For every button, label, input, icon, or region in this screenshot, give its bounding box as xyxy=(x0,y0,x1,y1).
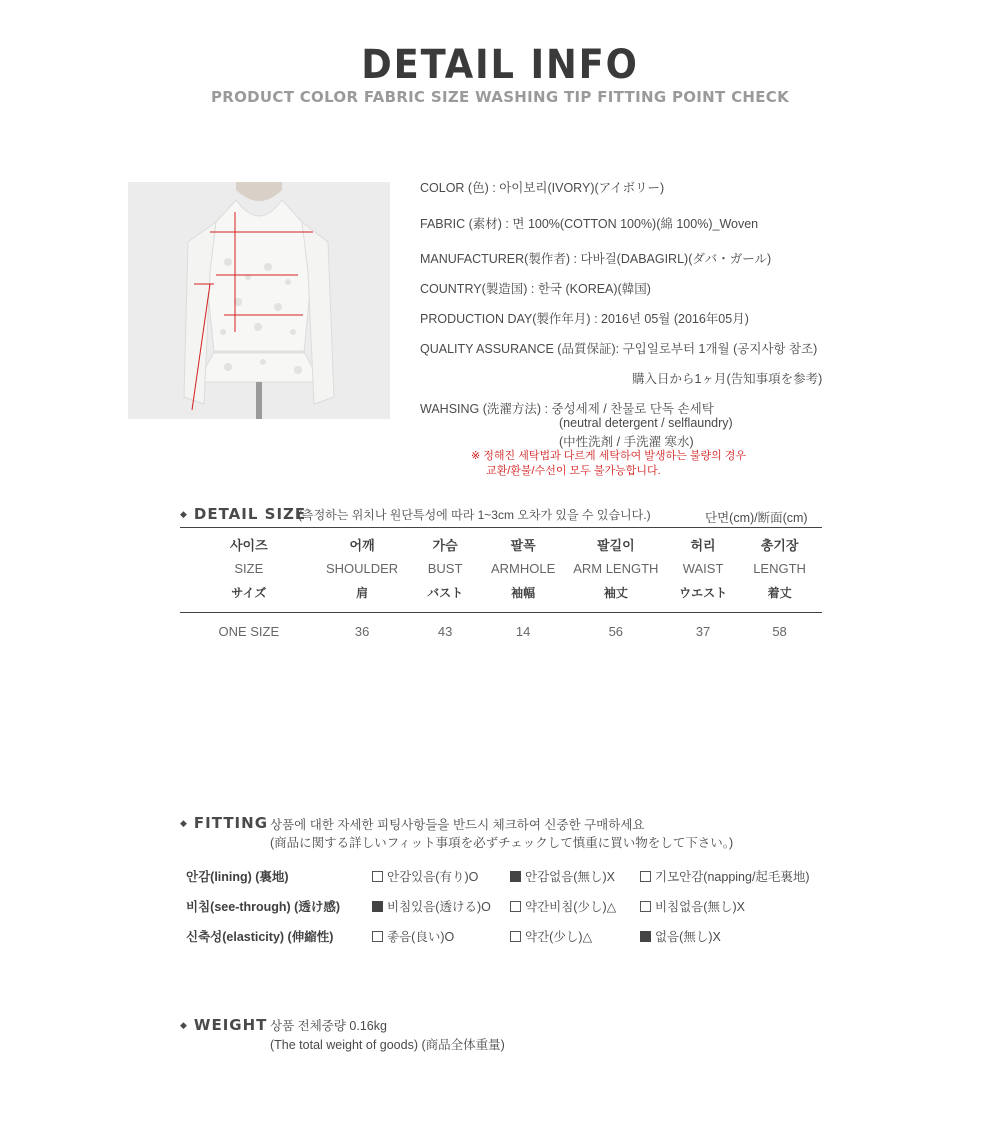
size-col-kr: 사이즈 xyxy=(229,537,268,553)
info-manufacturer-value: 다바걸(DABAGIRL)(ダバ・ガール) xyxy=(580,252,772,266)
warning-note-line2: 교환/환불/수선이 모두 불가능합니다. xyxy=(486,465,661,477)
fitting-desc-1: 상품에 대한 자세한 피팅사항들을 반드시 체크하여 신중한 구매하세요 xyxy=(270,818,645,832)
info-production xyxy=(420,309,749,327)
size-col-en: ARMHOLE xyxy=(490,560,556,576)
fitting-heading xyxy=(180,814,268,832)
fitting-option xyxy=(372,867,478,885)
size-col-kr: 팔폭 xyxy=(510,537,536,553)
size-table-header-jp xyxy=(180,580,822,604)
product-photo xyxy=(128,182,390,419)
checkbox-empty-icon xyxy=(510,901,521,912)
size-col-jp: 袖幅 xyxy=(511,585,536,600)
info-production-label: PRODUCTION DAY(製作年月) : xyxy=(420,312,598,326)
fitting-option-label: 기모안감(napping/起毛裏地) xyxy=(655,870,810,884)
info-quality-value-jp: 購入日から1ヶ月(告知事項を参考) xyxy=(632,372,823,386)
info-country-label: COUNTRY(製造国) : xyxy=(420,282,535,296)
checkbox-empty-icon xyxy=(372,931,383,942)
fitting-option-label: 좋음(良い)O xyxy=(387,930,455,944)
page-subtitle: PRODUCT COLOR FABRIC SIZE WASHING TIP FITTING POINT CHECK xyxy=(210,88,790,106)
size-cell: 36 xyxy=(354,623,370,639)
warning-note-line1: ※ 정해진 세탁법과 다르게 세탁하여 발생하는 불량의 경우 xyxy=(471,450,747,462)
detail-size-heading xyxy=(180,505,306,523)
fitting-option-label: 비침있음(透ける)O xyxy=(387,900,491,914)
fitting-row-label: 비침(see-through) (透け感) xyxy=(186,900,340,914)
size-col-jp: 肩 xyxy=(356,585,369,600)
size-col-kr: 총기장 xyxy=(760,537,799,553)
checkbox-filled-icon xyxy=(372,901,383,912)
checkbox-empty-icon xyxy=(640,901,651,912)
size-table-top-rule xyxy=(180,527,822,528)
checkbox-empty-icon xyxy=(510,931,521,942)
table-row xyxy=(180,619,822,643)
page-title: DETAIL INFO xyxy=(361,42,639,88)
fitting-option-label: 안감있음(有り)O xyxy=(387,870,479,884)
info-country xyxy=(420,279,651,297)
info-washing-line1: 중성세제 / 찬물로 단독 손세탁 xyxy=(551,402,714,416)
checkbox-empty-icon xyxy=(372,871,383,882)
fitting-heading-text: FITTING xyxy=(193,814,269,832)
size-col-en: SHOULDER xyxy=(325,560,399,576)
fitting-row-label: 안감(lining) (裏地) xyxy=(186,870,289,884)
size-col-en: SIZE xyxy=(234,560,264,576)
size-table xyxy=(180,532,822,643)
info-washing-line3: (中性洗剤 / 手洗濯 寒水) xyxy=(559,435,694,449)
fitting-option-label: 안감없음(無し)X xyxy=(525,870,615,884)
info-color-label: COLOR (色) : xyxy=(420,181,496,195)
size-col-jp: ウエスト xyxy=(679,585,728,600)
diamond-icon: ◆ xyxy=(180,510,188,520)
fitting-option-label: 약간비침(少し)△ xyxy=(525,900,617,914)
detail-size-unit: 단면(cm)/断面(cm) xyxy=(705,511,808,525)
size-col-jp: バスト xyxy=(427,585,464,600)
size-cell: 56 xyxy=(608,623,624,639)
size-table-header-en xyxy=(180,556,822,580)
size-col-jp: サイズ xyxy=(231,585,267,600)
size-col-en: LENGTH xyxy=(753,560,806,576)
size-cell: 37 xyxy=(695,623,711,639)
info-quality xyxy=(420,339,817,357)
info-color xyxy=(420,178,664,196)
weight-heading xyxy=(180,1016,267,1034)
info-production-value: 2016년 05월 (2016年05月) xyxy=(601,312,749,326)
info-color-value: 아이보리(IVORY)(アイボリー) xyxy=(499,181,665,195)
diamond-icon: ◆ xyxy=(180,819,188,829)
fitting-option-label: 비침없음(無し)X xyxy=(655,900,745,914)
weight-line-2: (The total weight of goods) (商品全体重量) xyxy=(270,1038,505,1052)
size-col-en: WAIST xyxy=(682,560,724,576)
checkbox-empty-icon xyxy=(640,871,651,882)
checkbox-filled-icon xyxy=(510,871,521,882)
size-col-kr: 어깨 xyxy=(349,537,375,553)
info-washing xyxy=(420,399,714,417)
size-table-divider-row xyxy=(180,604,822,613)
info-manufacturer xyxy=(420,249,771,267)
info-washing-line2: (neutral detergent / selflaundry) xyxy=(559,416,733,430)
size-cell: 14 xyxy=(515,623,531,639)
detail-size-note: (측정하는 위치나 원단특성에 따라 1~3cm 오차가 있을 수 있습니다.) xyxy=(298,508,651,522)
size-col-jp: 着丈 xyxy=(767,585,792,600)
fitting-option xyxy=(510,867,615,885)
size-col-kr: 허리 xyxy=(690,537,716,553)
info-fabric-value: 면 100%(COTTON 100%)(綿 100%)_Woven xyxy=(512,217,759,231)
fitting-option xyxy=(372,927,454,945)
size-table-header-kr xyxy=(180,532,822,556)
size-col-en: ARM LENGTH xyxy=(573,560,659,576)
size-col-en: BUST xyxy=(427,560,463,576)
size-cell: ONE SIZE xyxy=(218,623,280,639)
fitting-option xyxy=(372,897,491,915)
checkbox-filled-icon xyxy=(640,931,651,942)
info-quality-label: QUALITY ASSURANCE (品質保証): xyxy=(420,342,620,356)
weight-heading-text: WEIGHT xyxy=(193,1016,268,1034)
fitting-option xyxy=(640,927,721,945)
fitting-option xyxy=(640,897,745,915)
fitting-option xyxy=(510,897,616,915)
size-cell: 58 xyxy=(772,623,787,639)
fitting-option-label: 약간(少し)△ xyxy=(525,930,593,944)
fitting-option xyxy=(640,867,810,885)
detail-size-heading-text: DETAIL SIZE xyxy=(193,505,307,523)
fitting-option-label: 없음(無し)X xyxy=(655,930,721,944)
info-manufacturer-label: MANUFACTURER(製作者) : xyxy=(420,252,577,266)
product-photo-illustration xyxy=(128,182,390,419)
info-quality-value: 구입일로부터 1개월 (공지사항 참조) xyxy=(622,342,818,356)
fitting-desc-2: (商品に関する詳しいフィット事項を必ずチェックして慎重に買い物をして下さい。) xyxy=(270,836,734,850)
diamond-icon: ◆ xyxy=(180,1021,188,1031)
fitting-option xyxy=(510,927,592,945)
size-col-kr: 가슴 xyxy=(432,537,458,553)
size-col-kr: 팔길이 xyxy=(596,537,635,553)
info-country-value: 한국 (KOREA)(韓国) xyxy=(537,282,651,296)
size-col-jp: 袖丈 xyxy=(603,585,628,600)
size-cell: 43 xyxy=(437,623,453,639)
fitting-row-label: 신축성(elasticity) (伸縮性) xyxy=(186,930,334,944)
info-washing-label: WAHSING (洗濯方法) : xyxy=(420,402,549,416)
weight-line-1: 상품 전체중량 0.16kg xyxy=(270,1019,387,1033)
info-fabric-label: FABRIC (素材) : xyxy=(420,217,509,231)
info-fabric xyxy=(420,214,758,232)
